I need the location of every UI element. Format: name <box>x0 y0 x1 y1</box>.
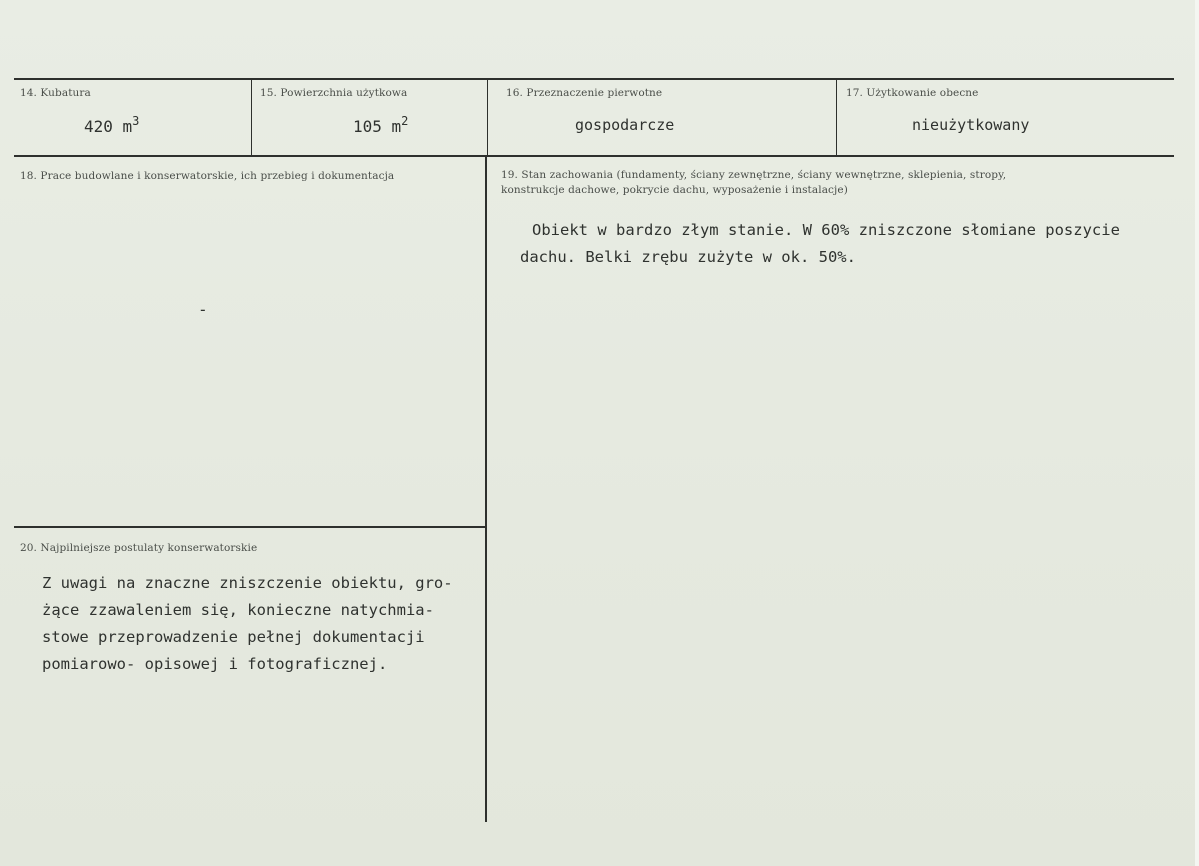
field-17-value: nieużytkowany <box>912 116 1030 134</box>
field-20-label: 20. Najpilniejsze postulaty konserwatorskie <box>20 542 258 554</box>
divider-14-15 <box>251 80 252 155</box>
field-19-label <box>501 168 1006 198</box>
field-16-label: 16. Przeznaczenie pierwotne <box>506 87 663 99</box>
field-15-label: 15. Powierzchnia użytkowa <box>260 87 408 99</box>
field-15-value <box>353 114 408 136</box>
field-20-text-line-4: pomiarowo- opisowej i fotograficznej. <box>42 655 388 673</box>
left-section-rule <box>14 526 486 528</box>
field-20-text <box>42 570 453 678</box>
field-19-text <box>520 217 1120 271</box>
field-14-label: 14. Kubatura <box>20 87 91 99</box>
field-14-value <box>84 114 139 136</box>
field-20-text-line-2: żące zzawaleniem się, konieczne natychmia- <box>42 601 434 619</box>
field-14-number: 420 m <box>84 117 133 136</box>
main-column-divider <box>485 157 487 822</box>
field-19-text-line-2: dachu. Belki zrębu zużyte w ok. 50%. <box>520 248 856 266</box>
field-15-unit-exponent: 2 <box>401 114 409 128</box>
scan-edge <box>1195 0 1199 866</box>
top-rule <box>14 78 1174 80</box>
field-17-label: 17. Użytkowanie obecne <box>846 87 979 99</box>
field-16-value: gospodarcze <box>575 116 675 134</box>
divider-15-16 <box>487 80 488 155</box>
field-18-label: 18. Prace budowlane i konserwatorskie, ich przebieg i dokumentacja <box>20 170 395 182</box>
mid-rule <box>14 155 1174 157</box>
field-18-value: - <box>198 300 208 319</box>
field-19-text-line-1: Obiekt w bardzo złym stanie. W 60% zniszczone słomiane poszycie <box>532 221 1120 239</box>
field-15-number: 105 m <box>353 117 402 136</box>
field-20-text-line-1: Z uwagi na znaczne zniszczenie obiektu, gro- <box>42 574 453 592</box>
field-14-unit-exponent: 3 <box>132 114 140 128</box>
field-19-label-line-2: konstrukcje dachowe, pokrycie dachu, wyposażenie i instalacje) <box>501 184 848 196</box>
divider-16-17 <box>836 80 837 155</box>
field-20-text-line-3: stowe przeprowadzenie pełnej dokumentacji <box>42 628 425 646</box>
field-19-label-line-1: 19. Stan zachowania (fundamenty, ściany zewnętrzne, ściany wewnętrzne, sklepienia, stropy, <box>501 169 1007 181</box>
